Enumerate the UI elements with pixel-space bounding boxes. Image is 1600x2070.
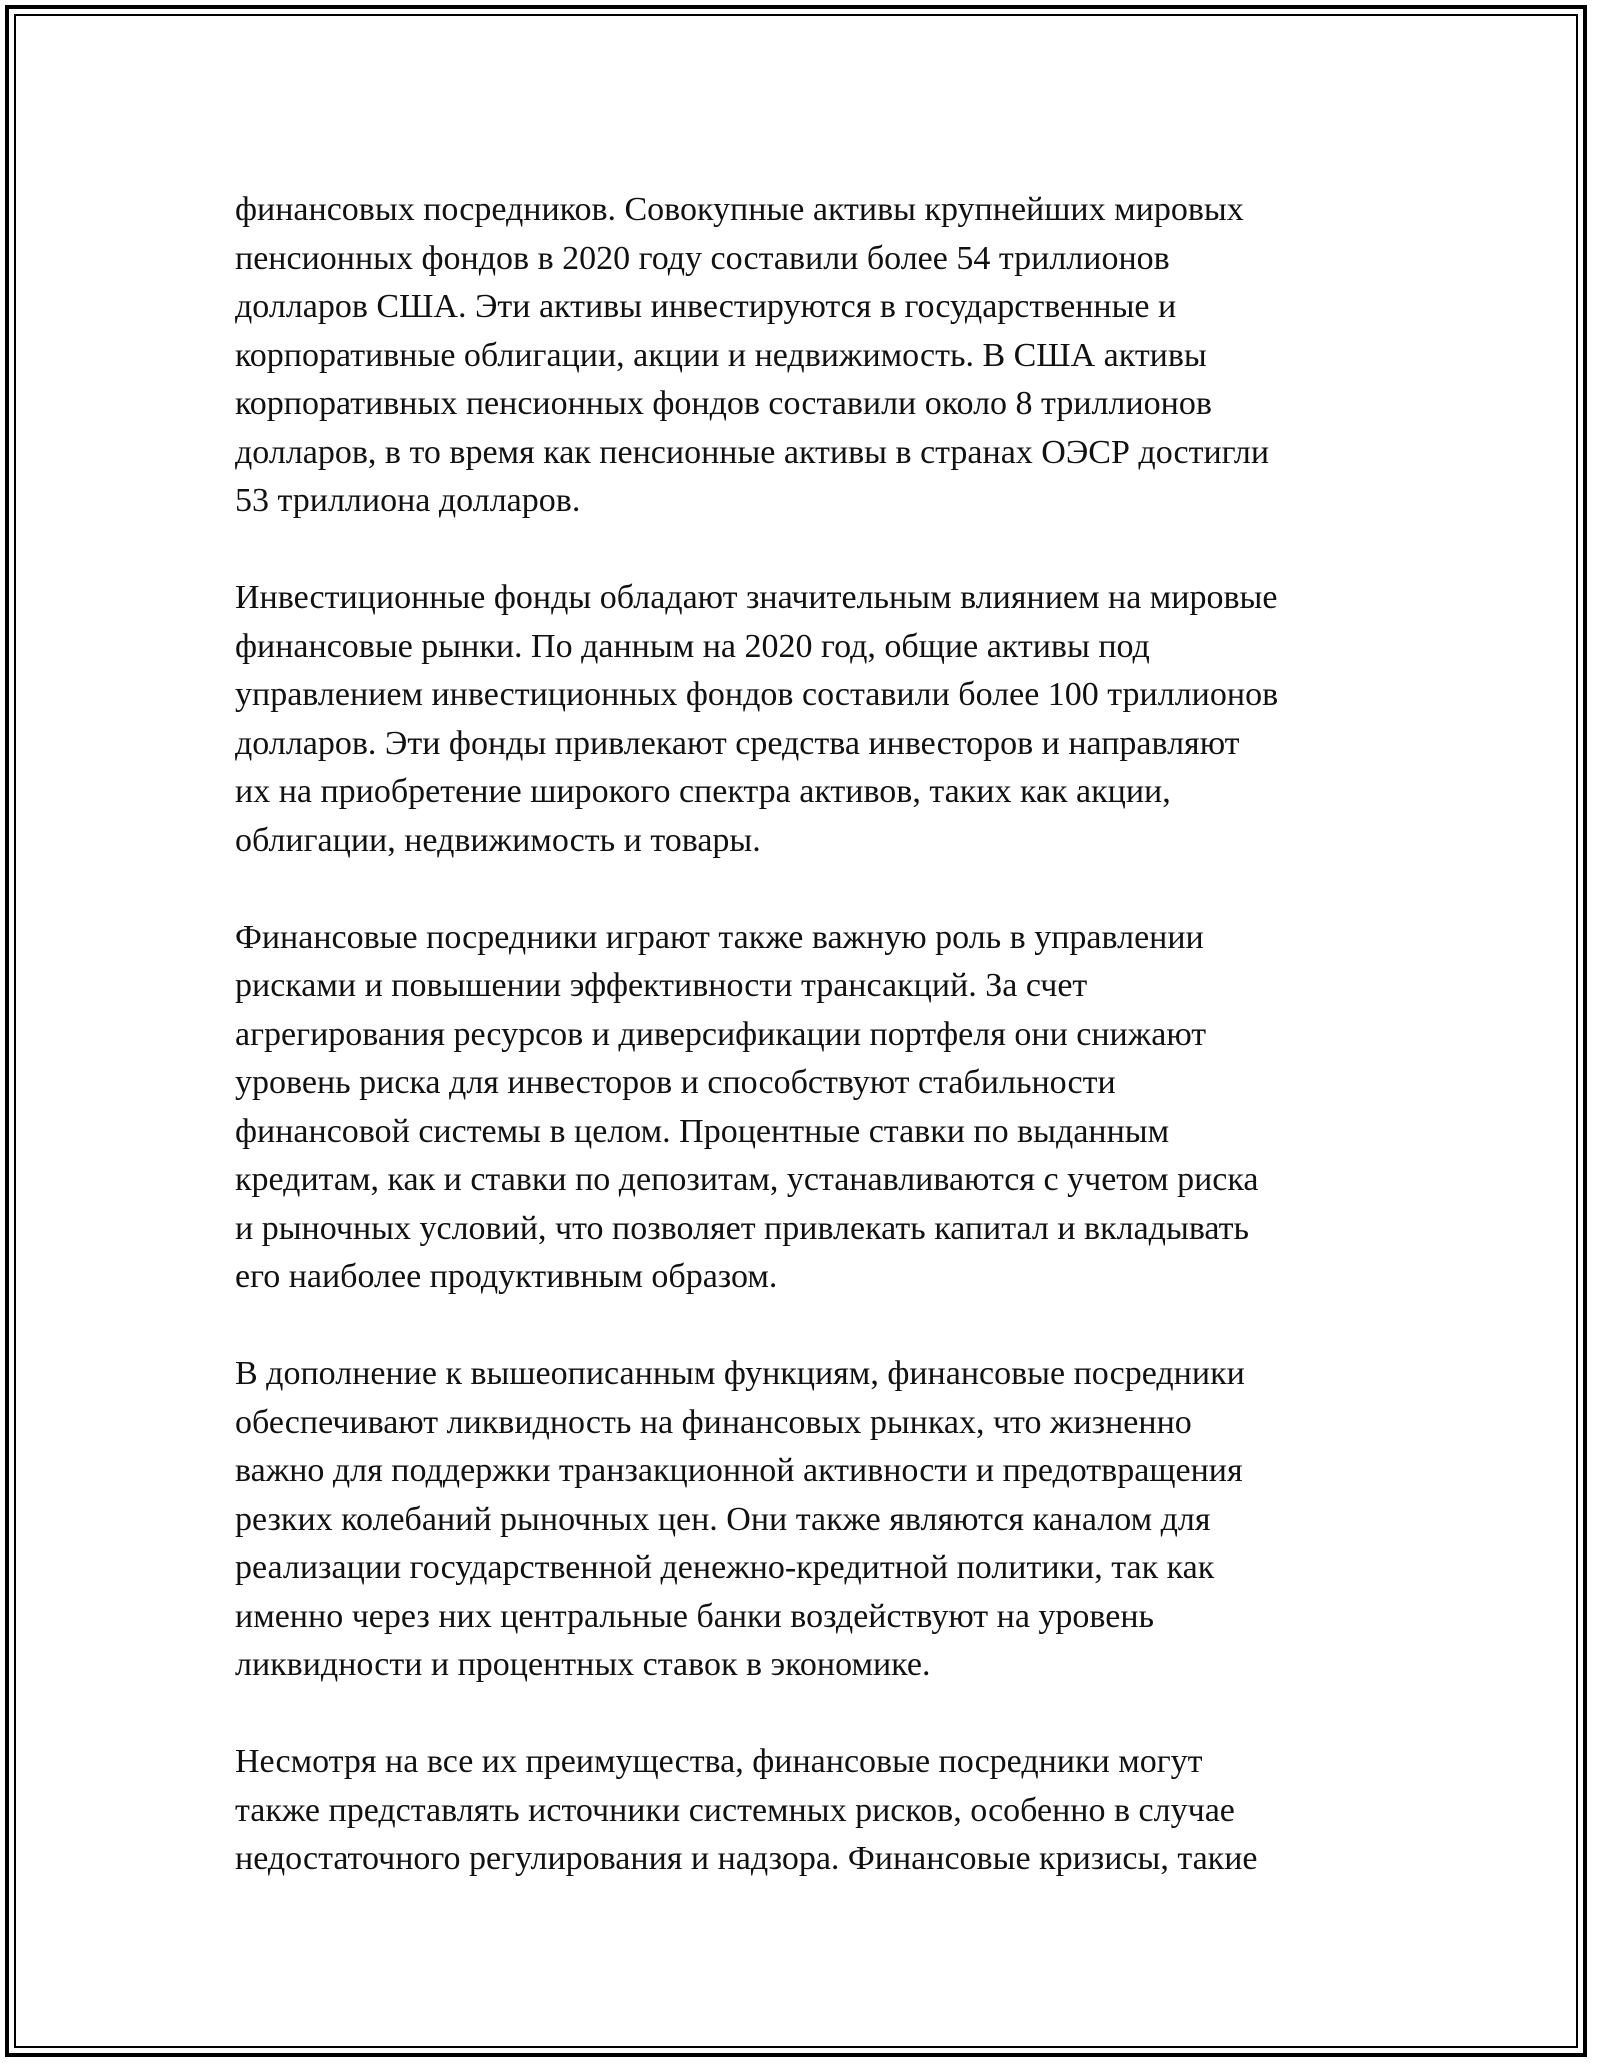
text-line: реализации государственной денежно-кредитной политики, так как [235,1549,1215,1586]
text-line: В дополнение к вышеописанным функциям, финансовые посредники [235,1355,1245,1392]
text-line: и рыночных условий, что позволяет привлекать капитал и вкладывать [235,1209,1250,1247]
text-line: управлением инвестиционных фондов составили более 100 триллионов [235,676,1279,713]
text-line: именно через них центральные банки воздействуют на уровень [235,1597,1155,1635]
text-line: резких колебаний рыночных цен. Они также являются каналом для [235,1500,1211,1538]
text-line: уровень риска для инвесторов и способствуют стабильности [235,1064,1116,1101]
text-line: Финансовые посредники играют также важную роль в управлении [235,918,1204,956]
text-line: важно для поддержки транзакционной активности и предотвращения [235,1452,1243,1489]
text-line: финансовые рынки. По данным на 2020 год, общие активы под [235,627,1150,665]
text-line: финансовой системы в целом. Процентные ставки по выданным [235,1112,1170,1150]
text-line: их на приобретение широкого спектра активов, таких как акции, [235,773,1171,810]
text-line: 53 триллиона долларов. [235,482,581,519]
text-line: корпоративные облигации, акции и недвижимость. В США активы [235,336,1207,374]
text-line: обеспечивают ликвидность на финансовых рынках, что жизненно [235,1403,1192,1441]
paragraph-pension-funds [235,186,1375,526]
paragraph-liquidity [235,1350,1375,1690]
text-line: корпоративных пенсионных фондов составили около 8 триллионов [235,385,1212,422]
text-line: долларов США. Эти активы инвестируются в государственные и [235,288,1177,325]
paragraph-risk-management [235,914,1375,1302]
paragraph-investment-funds [235,574,1375,865]
text-line: также представлять источники системных рисков, особенно в случае [235,1791,1235,1829]
text-line: кредитам, как и ставки по депозитам, устанавливаются с учетом риска [235,1161,1259,1198]
text-line: Несмотря на все их преимущества, финансовые посредники могут [235,1743,1203,1780]
paragraph-systemic-risks [235,1738,1375,1884]
text-line: ликвидности и процентных ставок в экономике. [235,1646,931,1683]
text-line: недостаточного регулирования и надзора. Финансовые кризисы, такие [235,1840,1258,1877]
text-line: его наиболее продуктивным образом. [235,1258,778,1295]
text-line: агрегирования ресурсов и диверсификации портфеля они снижают [235,1015,1207,1053]
text-line: долларов. Эти фонды привлекают средства инвесторов и направляют [235,724,1240,762]
text-line: Инвестиционные фонды обладают значительным влиянием на мировые [235,579,1278,616]
text-line: пенсионных фондов в 2020 году составили более 54 триллионов [235,239,1170,277]
document-body [235,186,1375,1932]
text-line: долларов, в то время как пенсионные активы в странах ОЭСР достигли [235,433,1270,471]
text-line: рисками и повышении эффективности трансакций. За счет [235,967,1088,1004]
text-line: облигации, недвижимость и товары. [235,821,761,859]
text-line: финансовых посредников. Совокупные активы крупнейших мировых [235,191,1244,228]
